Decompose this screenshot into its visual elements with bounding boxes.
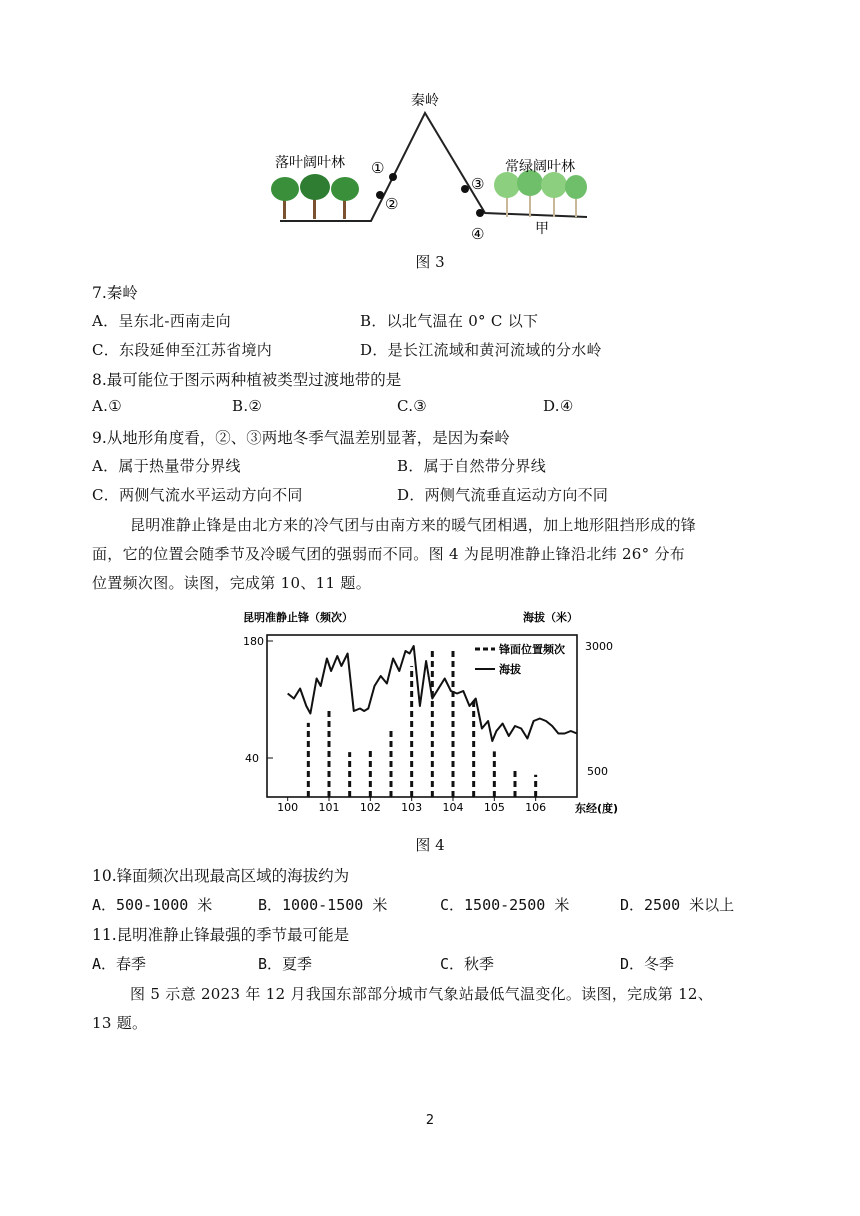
q9-option-c: C．两侧气流水平运动方向不同 xyxy=(92,486,303,504)
q11-option-c: C．秋季 xyxy=(440,955,495,973)
q7-option-b: B．以北气温在 0° C 以下 xyxy=(360,312,539,330)
point-2-label: ② xyxy=(385,195,399,213)
intro-10-11-line-1: 昆明准静止锋是由北方来的冷气团与由南方来的暖气团相遇，加上地形阻挡形成的锋 xyxy=(130,516,697,534)
point-3-marker xyxy=(461,185,469,193)
q7-option-d: D．是长江流域和黄河流域的分水岭 xyxy=(360,341,602,359)
figure-3-caption: 图 3 xyxy=(415,253,445,271)
q10-option-b: B．1000-1500 米 xyxy=(258,896,388,914)
mountain-label: 秦岭 xyxy=(411,93,439,109)
point-4-label: ④ xyxy=(471,225,485,243)
intro-12-13-line-1: 图 5 示意 2023 年 12 月我国东部部分城市气象站最低气温变化。读图，完成第 12、 xyxy=(130,985,714,1003)
q11-option-b: B．夏季 xyxy=(258,955,313,973)
point-1-label: ① xyxy=(371,159,385,177)
q11-option-d: D．冬季 xyxy=(620,955,675,973)
q9-option-b: B．属于自然带分界线 xyxy=(397,457,547,475)
x-tick-label-105: 105 xyxy=(483,801,505,814)
question-11-stem: 11.昆明准静止锋最强的季节最可能是 xyxy=(92,926,350,944)
deciduous-trees-icon xyxy=(271,174,359,219)
left-tick-40: 40 xyxy=(245,752,259,765)
q7-option-a: A．呈东北-西南走向 xyxy=(92,312,231,330)
right-tick-3000: 3000 xyxy=(585,640,613,653)
question-10-stem: 10.锋面频次出现最高区域的海拔约为 xyxy=(92,867,350,885)
place-label-jia: 甲 xyxy=(535,221,549,237)
q8-option-a: A.① xyxy=(92,397,122,415)
intro-10-11-line-2: 面，它的位置会随季节及冷暖气团的强弱而不同。图 4 为昆明准静止锋沿北纬 26° 分布 xyxy=(92,545,686,563)
q7-option-c: C．东段延伸至江苏省境内 xyxy=(92,341,273,359)
q8-option-c: C.③ xyxy=(397,397,428,415)
question-7-stem: 7.秦岭 xyxy=(92,284,138,302)
legend-elevation-label: 海拔 xyxy=(499,663,521,676)
right-forest-label: 常绿阔叶林 xyxy=(505,159,575,175)
left-axis-title: 昆明准静止锋（频次） xyxy=(243,611,353,624)
q9-option-a: A．属于热量带分界线 xyxy=(92,457,241,475)
right-tick-500: 500 xyxy=(587,765,608,778)
evergreen-trees-icon xyxy=(494,170,587,217)
point-2-marker xyxy=(376,191,384,199)
q8-option-d: D.④ xyxy=(543,397,574,415)
x-tick-label-100: 100 xyxy=(277,801,299,814)
question-9-stem: 9.从地形角度看，②、③两地冬季气温差别显著，是因为秦岭 xyxy=(92,429,510,447)
q9-option-d: D．两侧气流垂直运动方向不同 xyxy=(397,486,609,504)
figure-4-caption: 图 4 xyxy=(415,836,445,854)
x-axis-title: 东经(度) xyxy=(575,802,619,815)
left-forest-label: 落叶阔叶林 xyxy=(275,155,345,171)
page-number: 2 xyxy=(425,1113,435,1128)
q11-option-a: A．春季 xyxy=(92,955,147,973)
q10-option-d: D．2500 米以上 xyxy=(620,896,735,914)
q10-option-a: A．500-1000 米 xyxy=(92,896,213,914)
figure-4-chart xyxy=(225,605,645,820)
q10-option-c: C．1500-2500 米 xyxy=(440,896,570,914)
x-tick-label-106: 106 xyxy=(525,801,547,814)
intro-12-13-line-2: 13 题。 xyxy=(92,1014,148,1032)
point-4-marker xyxy=(476,209,484,217)
question-8-stem: 8.最可能位于图示两种植被类型过渡地带的是 xyxy=(92,371,402,389)
q8-option-b: B.② xyxy=(232,397,263,415)
x-tick-label-104: 104 xyxy=(442,801,464,814)
point-1-marker xyxy=(389,173,397,181)
plot-frame xyxy=(267,635,577,797)
point-3-label: ③ xyxy=(471,175,485,193)
x-tick-label-103: 103 xyxy=(401,801,423,814)
intro-10-11-line-3: 位置频次图。读图，完成第 10、11 题。 xyxy=(92,574,372,592)
figure-3-qinling-diagram xyxy=(265,85,605,245)
right-axis-title: 海拔（米） xyxy=(523,611,578,624)
legend-frequency-label: 锋面位置频次 xyxy=(499,643,565,656)
x-tick-label-101: 101 xyxy=(318,801,340,814)
left-tick-180: 180 xyxy=(243,635,264,648)
x-tick-label-102: 102 xyxy=(359,801,381,814)
